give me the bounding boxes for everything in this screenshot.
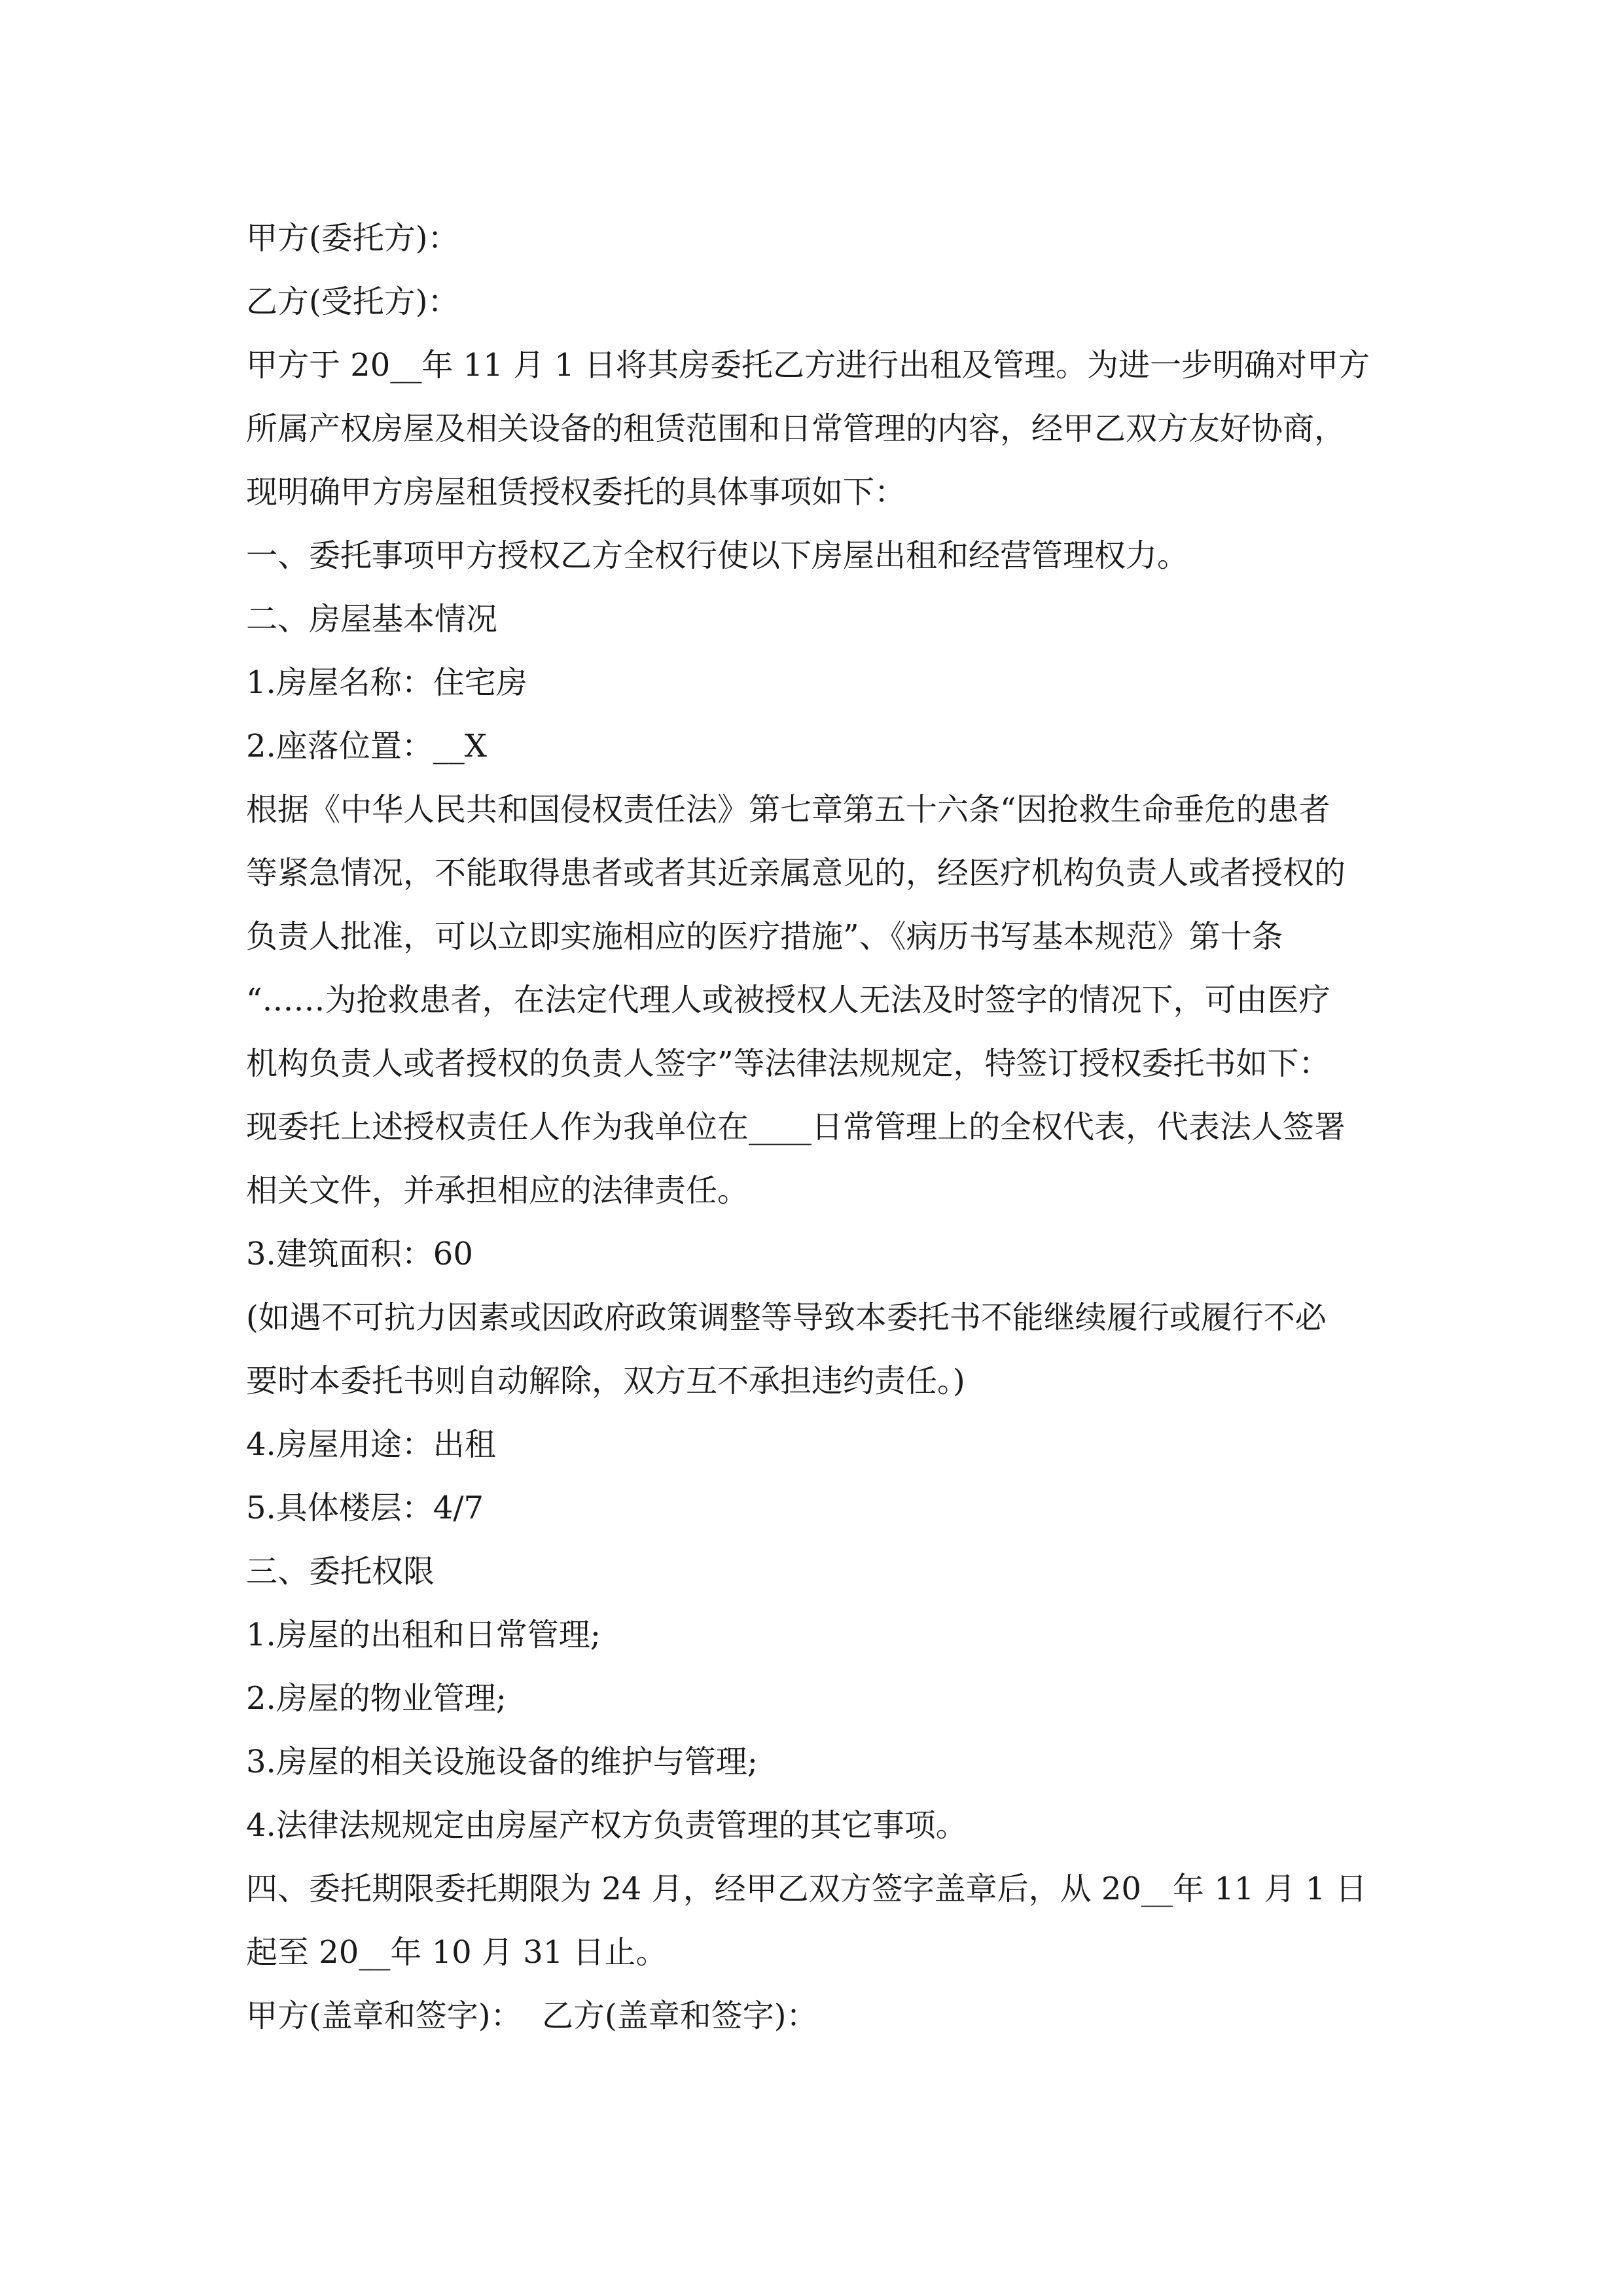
note-paragraph-line: 要时本委托书则自动解除，双方互不承担违约责任。) [246,1363,965,1399]
party-a-label: 甲方(委托方)： [246,220,459,257]
list-item: 3.房屋的相关设施设备的维护与管理; [246,1744,758,1780]
list-item: 4.法律法规规定由房屋产权方负责管理的其它事项。 [246,1807,967,1844]
legal-paragraph-line: 负责人批准，可以立即实施相应的医疗措施”、《病历书写基本规范》第十条 [246,918,1283,955]
list-item: 1.房屋的出租和日常管理; [246,1617,601,1653]
legal-paragraph-line: 等紧急情况，不能取得患者或者其近亲属意见的，经医疗机构负责人或者授权的 [246,855,1346,891]
legal-paragraph-line: 机构负责人或者授权的负责人签字”等法律法规规定，特签订授权委托书如下： [246,1045,1330,1082]
legal-paragraph-line: 现委托上述授权责任人作为我单位在____日常管理上的全权代表，代表法人签署 [246,1109,1346,1145]
list-item: 2.房屋的物业管理; [246,1680,507,1717]
list-item: 1.房屋名称：住宅房 [246,664,527,701]
party-b-label: 乙方(受托方)： [246,283,459,320]
legal-paragraph-line: 相关文件，并承担相应的法律责任。 [246,1172,749,1209]
list-item: 4.房屋用途：出租 [246,1426,496,1463]
list-item: 3.建筑面积：60 [246,1236,473,1272]
legal-paragraph-line: “……为抢救患者，在法定代理人或被授权人无法及时签字的情况下，可由医疗 [246,982,1330,1018]
note-paragraph-line: (如遇不可抗力因素或因政府政策调整等导致本委托书不能继续履行或履行不必 [246,1299,1327,1336]
intro-paragraph-line: 现明确甲方房屋租赁授权委托的具体事项如下： [246,474,906,511]
section-heading: 一、委托事项甲方授权乙方全权行使以下房屋出租和经营管理权力。 [246,537,1189,574]
term-paragraph-line: 起至 20__年 10 月 31 日止。 [246,1934,668,1971]
intro-paragraph-line: 所属产权房屋及相关设备的租赁范围和日常管理的内容，经甲乙双方友好协商， [246,410,1346,447]
section-heading: 二、房屋基本情况 [246,601,498,637]
signature-line: 甲方(盖章和签字)： 乙方(盖章和签字)： [246,1998,818,2034]
term-paragraph-line: 四、委托期限委托期限为 24 月，经甲乙双方签字盖章后，从 20__年 11 月 1 日 [246,1871,1367,1907]
document-body [246,207,1385,2048]
list-item: 5.具体楼层：4/7 [246,1490,484,1526]
section-heading: 三、委托权限 [246,1553,435,1590]
intro-paragraph-line: 甲方于 20__年 11 月 1 日将其房委托乙方进行出租及管理。为进一步明确对甲方 [246,347,1370,384]
list-item: 2.座落位置：__X [246,728,487,764]
legal-paragraph-line: 根据《中华人民共和国侵权责任法》第七章第五十六条“因抢救生命垂危的患者 [246,791,1330,828]
